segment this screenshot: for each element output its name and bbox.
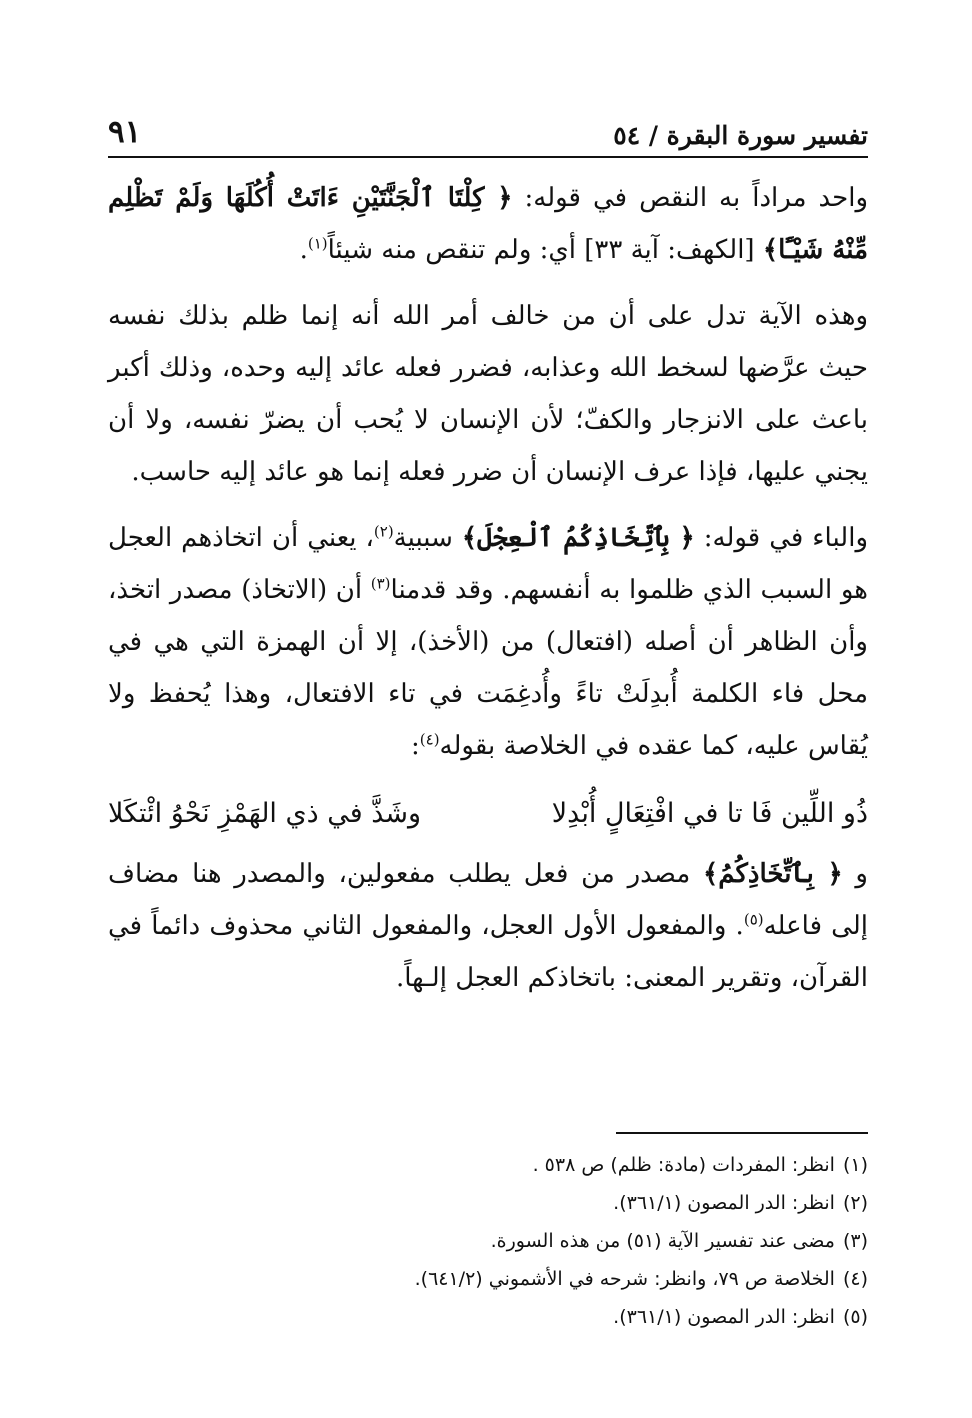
quran-quote-kahf: ﴿ كِلْتَا ٱلْجَنَّتَيْنِ ءَاتَتْ أُكُلَهَا وَلَمْ تَظْلِم مِّنْهُ شَيْـًٔا﴾ xyxy=(108,183,868,265)
footnote-number: (٣) xyxy=(842,1230,868,1252)
paragraph-1-end: . xyxy=(299,235,308,265)
footnote-text: انظر: الدر المصون (٣٦١/١). xyxy=(613,1306,835,1328)
paragraph-4 xyxy=(108,848,868,1004)
paragraph-4-a: و xyxy=(842,859,868,889)
quran-quote-ijl: ﴿ بِٱتِّخَاذِكُمُ ٱلْعِجْلَ﴾ xyxy=(461,523,695,553)
paragraph-1 xyxy=(108,172,868,276)
paragraph-1-text: واحد مراداً به النقص في قوله: xyxy=(512,183,869,213)
footnote-number: (٢) xyxy=(842,1192,868,1214)
paragraph-1-citation: [الكهف: آية ٣٣] أي: ولم تنقص منه شيئاً xyxy=(327,235,763,265)
paragraph-2: وهذه الآية تدل على أن من خالف أمر الله أنه إنما ظلم بذلك نفسه حيث عرَّضها لسخط الله وعذابه، فضرر فعله عائد إليه وحده، وذلك أكبر باعث على الانزجار والكفّ؛ لأن الإنسان لا يُحب أن يضرّ نفسه، ولا أن يجني عليها، فإذا عرف الإنسان أن ضرر فعله إنما هو عائد إليه حاسب. xyxy=(108,301,868,487)
footnote-number: (١) xyxy=(842,1154,868,1176)
paragraph-4-c: . والمفعول الأول العجل، والمفعول الثاني محذوف دائماً في القرآن، وتقرير المعنى: باتخاذكم العجل إلـهاً. xyxy=(108,911,868,993)
footnote-1 xyxy=(108,1146,868,1184)
footnote-2 xyxy=(108,1184,868,1222)
footnote-number: (٤) xyxy=(842,1268,868,1290)
paragraph-3 xyxy=(108,512,868,772)
footnote-separator xyxy=(616,1132,868,1134)
page-number: ٩١ xyxy=(108,114,142,150)
footnote-3 xyxy=(108,1222,868,1260)
paragraph-3-a: والباء في قوله: xyxy=(694,523,869,553)
footnote-text: انظر: الدر المصون (٣٦١/١). xyxy=(613,1192,835,1214)
footnote-ref-4[interactable]: (٤) xyxy=(419,730,440,749)
footnote-ref-3[interactable]: (٣) xyxy=(370,574,391,593)
main-text xyxy=(108,172,868,1018)
footnote-ref-5[interactable]: (٥) xyxy=(743,910,764,929)
paragraph-3-b: سببية xyxy=(393,523,462,553)
paragraph-4-b: مصدر من فعل يطلب مفعولين، والمصدر هنا مضاف إلى فاعله xyxy=(108,859,868,941)
footnote-5 xyxy=(108,1298,868,1336)
footnote-text: الخلاصة ص ٧٩، وانظر: شرحه في الأشموني (٦٤١/٢). xyxy=(414,1268,835,1290)
verse-second-hemistich: وشَذَّ في ذي الهَمْزِ نَحْوُ ائْتكَلا xyxy=(108,798,422,829)
footnote-number: (٥) xyxy=(842,1306,868,1328)
footnote-ref-2[interactable]: (٢) xyxy=(373,522,394,541)
footnote-ref-1[interactable]: (١) xyxy=(307,234,328,253)
paragraph-3-e: : xyxy=(411,731,420,761)
footnote-4 xyxy=(108,1260,868,1298)
quran-quote-ittikhadh: ﴿ بِٱتِّخَاذِكُمُ﴾ xyxy=(703,859,843,889)
paragraph-3-c: ، يعني أن اتخاذهم العجل هو السبب الذي ظلموا به أنفسهم. وقد قدمنا xyxy=(108,523,868,605)
footnote-text: مضى عند تفسير الآية (٥١) من هذه السورة. xyxy=(490,1230,835,1252)
poetry-verse xyxy=(108,786,868,842)
footnote-text: انظر: المفردات (مادة: ظلم) ص ٥٣٨ . xyxy=(532,1154,835,1176)
footnotes xyxy=(108,1146,868,1336)
paragraph-3-d: أن (الاتخاذ) مصدر اتخذ، وأن الظاهر أن أصله (افتعال) من (الأخذ)، إلا أن الهمزة التي هي في محل فاء الكلمة أُبدِلَتْ تاءً وأُدغِمَت في تاء الافتعال، وهذا يُحفظ ولا يُقاس عليه، كما عقده في الخلاصة بقوله xyxy=(108,575,868,761)
page-header xyxy=(108,104,868,158)
running-title: تفسير سورة البقرة / ٥٤ xyxy=(613,121,868,150)
verse-first-hemistich: ذُو اللِّين فَا تا في افْتِعَالٍ أُبْدِلا xyxy=(551,798,868,829)
